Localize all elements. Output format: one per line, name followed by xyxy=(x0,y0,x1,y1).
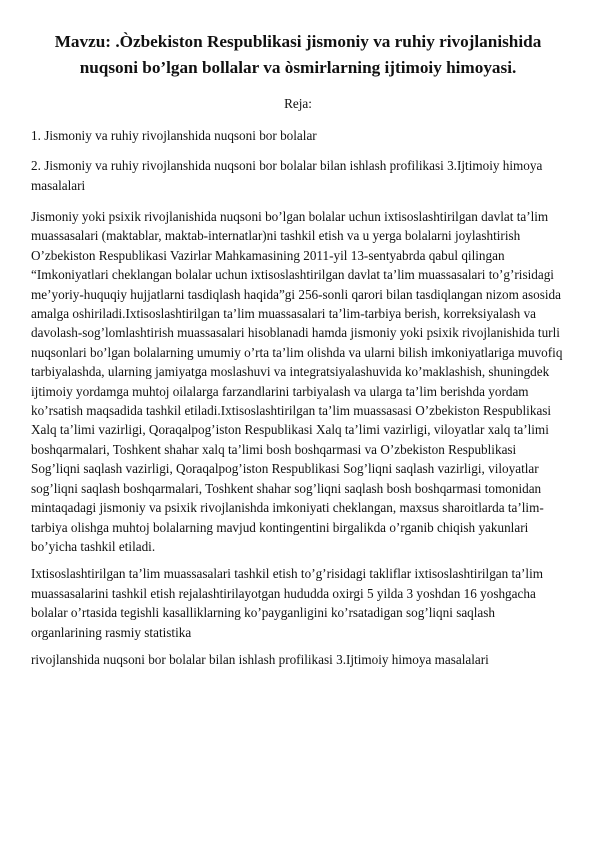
body-paragraph-2: Ixtisoslashtirilgan ta’lim muassasalari tashkil etish to’g’risidagi takliflar ixtisoslashtirilgan ta’lim muassasalarini tashkil etish rejalashtirilayotgan hududda oxirgi 5 yilda 3 yoshdan 16 yoshgacha bolalar o’rtasida tegishli kasalliklarning ko’payganligini ko’rsatadigan sog’liqni saqlash organlarining rasmiy statistika xyxy=(31,566,544,640)
document-title xyxy=(31,29,565,81)
body-paragraph-3: rivojlanshida nuqsoni bor bolalar bilan ishlash profilikasi 3.Ijtimoiy himoya masalalari xyxy=(31,651,489,667)
plan-item-2: 2. Jismoniy va ruhiy rivojlanshida nuqsoni bor bolalar bilan ishlash profilikasi 3.Ijtimoiy himoya masalalari xyxy=(31,158,543,193)
title-line-1: Mavzu: .Òzbekiston Respublikasi jismoniy va ruhiy rivojlanishida xyxy=(54,32,542,51)
plan-heading: Reja: xyxy=(284,96,312,111)
body-paragraph-1: Jismoniy yoki psixik rivojlanishida nuqsoni bo’lgan bolalar uchun ixtisoslashtirilgan davlat ta’lim muassasalari (maktablar, maktab-internatlar)ni tashkil etish va u yerga bolalarni joylashtirish O’zbekiston Respublikasi Vazirlar Mahkamasining 2011-yil 13-sentyabrda qabul qilingan “Imkoniyatlari cheklangan bolalar uchun ixtisoslashtirilgan davlat ta’lim muassasalari to’g’risidagi me’yoriy-huquqiy hujjatlarni tasdiqlash haqida”gi 256-sonli qarori bilan tasdiqlangan nizom asosida amalga oshiriladi.Ixtisoslashtirilgan ta’lim muassasalari ta’lim-tarbiya berish, korreksiyalash va davolash-sog’lomlashtirish muassasalari hisoblanadi hamda jismoniy yoki psixik rivojlanishida turli nuqsonlari bo’lgan bolalarning umumiy o’rta ta’lim olishda va ularni bilish imkoniyatlariga muvofiq tarbiyalashda, ularning jamiyatga moslashuvi va integratsiyalashuvida ko’maklashish, shuningdek ijtimoiy yordamga muhtoj oilalarga farzandlarini tarbiyalash va ularga ta’lim berishda yordam ko’rsatish maqsadida tashkil etiladi.Ixtisoslashtirilgan ta’lim muassasasi O’zbekiston Respublikasi Xalq ta’limi vazirligi, Qoraqalpog’iston Respublikasi Xalq ta’limi vazirligi, viloyatlar xalq ta’limi boshqarmalari, Toshkent shahar xalq ta’limi bosh boshqarmasi va O’zbekiston Respublikasi Sog’liqni saqlash vazirligi, Qoraqalpog’iston Respublikasi Sog’liqni saqlash vazirligi, viloyatlar sog’liqni saqlash boshqarmalari, Toshkent shahar sog’liqni saqlash bosh boshqarmasi tomonidan mintaqadagi jismoniy va psixik rivojlanishda imkoniyati cheklangan, maxsus sharoitlarda ta’lim-tarbiya olishga muhtoj bolalarning mavjud kontingentini birgalikda o’rganib chiqish yakunlari bo’yicha tashkil etiladi. xyxy=(31,209,563,554)
plan-item-1: 1. Jismoniy va ruhiy rivojlanshida nuqsoni bor bolalar xyxy=(31,128,317,143)
title-line-2: nuqsoni bo’lgan bollalar va òsmirlarning ijtimoiy himoyasi. xyxy=(79,58,517,77)
